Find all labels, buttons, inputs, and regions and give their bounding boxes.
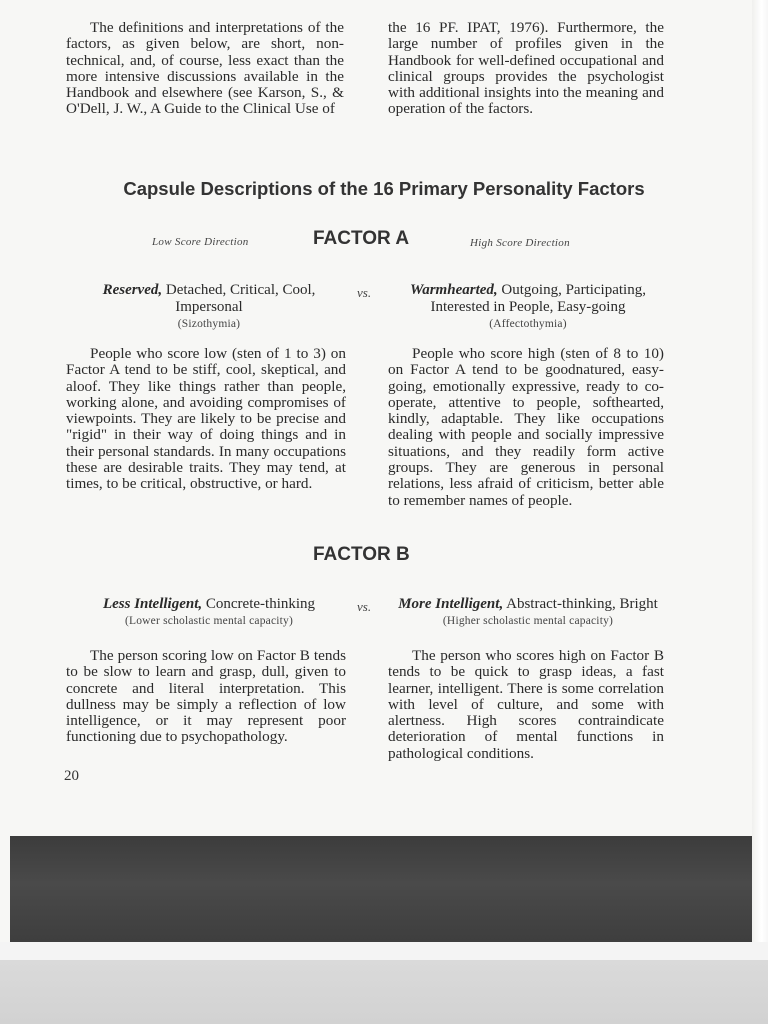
factor-b-high-traits: Abstract-thinking, Bright — [506, 596, 658, 612]
factor-a-high-description: People who score high (sten of 8 to 10) on Factor A tend to be goodnatured, easy-going, emotionally expressive, ready to co-operate, attentive to people, softhearted, kindly, adaptable. They like occupations dealing with people and socially impressive situations, and they readily form active groups. They are generous in personal relations, less afraid of criticism, better able to remember names of people. — [388, 345, 664, 509]
scanner-margin — [0, 942, 768, 960]
factor-a-low-description: People who score low (sten of 1 to 3) on Factor A tend to be stiff, cool, skeptical, and aloof. They like things rather than people, working alone, and avoiding compromises of viewpoints. They are likely to be precise and "rigid" in their way of doing things and in their personal standards. In many occupations these are desirable traits. They may tend, at times, to be critical, obstructive, or hard. — [66, 345, 346, 493]
factor-b-high-description: The person who scores high on Factor B tends to be quick to grasp ideas, a fast learner, intelligent. There is some correlation with level of culture, and some with alertness. High scores contraindicate deterioration of mental functions in pathological conditions. — [388, 647, 664, 762]
factor-b-low-technical-name: (Lower scholastic mental capacity) — [124, 615, 294, 627]
factor-b-low-term: Less Intelligent, — [102, 596, 203, 612]
factor-b-high-column — [388, 648, 664, 762]
scanner-dark-band — [10, 836, 752, 942]
factor-b-low-traits: Concrete-thinking — [205, 596, 316, 612]
factor-a-low-pole — [78, 282, 340, 333]
high-score-direction-label: High Score Direction — [470, 237, 570, 249]
factor-a-high-traits: Outgoing, Participating, Interested in People, Easy-going — [430, 282, 646, 315]
page-edge-shadow — [752, 0, 768, 1024]
low-score-direction-label: Low Score Direction — [152, 236, 249, 248]
factor-a-high-pole — [386, 282, 670, 333]
factor-a-high-term: Warmhearted, — [410, 282, 498, 298]
factor-a-vs-label: vs. — [357, 285, 372, 300]
factor-a-low-term: Reserved, — [102, 282, 163, 298]
factor-b-high-pole — [386, 596, 670, 630]
page-number: 20 — [64, 768, 79, 784]
factor-a-low-column — [66, 346, 346, 493]
intro-right-paragraph: the 16 PF. IPAT, 1976). Furthermore, the large number of profiles given in the Handbook for well-defined occupational and clinical groups provides the psychologist with additional insights into the meaning and operation of the factors. — [388, 19, 664, 118]
factor-b-high-term: More Intelligent, — [398, 596, 504, 612]
intro-left-column — [66, 20, 344, 118]
scanner-bed-strip — [0, 960, 768, 1024]
factor-b-low-column — [66, 648, 346, 746]
factor-b-low-description: The person scoring low on Factor B tends to be slow to learn and grasp, dull, given to concrete and literal interpretation. This dullness may be simply a reflection of low intelligence, or it may represent poor functioning due to psychopathology. — [66, 647, 346, 746]
factor-a-heading: FACTOR A — [313, 228, 410, 249]
factor-a-high-column — [388, 346, 664, 509]
factor-b-vs-label: vs. — [357, 599, 372, 614]
factor-a-low-traits: Detached, Critical, Cool, Impersonal — [165, 282, 316, 315]
intro-right-column — [388, 20, 664, 118]
section-title: Capsule Descriptions of the 16 Primary Personality Factors — [123, 178, 645, 199]
factor-a-low-technical-name: (Sizothymia) — [177, 318, 241, 330]
factor-a-high-technical-name: (Affectothymia) — [489, 318, 567, 330]
factor-b-low-pole — [78, 596, 340, 630]
intro-left-paragraph: The definitions and interpretations of the factors, as given below, are short, non-technical, and, of course, less exact than the more intensive discussions available in the Handbook and elsewhere (see Karson, S., & O'Dell, J. W., A Guide to the Clinical Use of — [66, 19, 344, 118]
factor-b-heading: FACTOR B — [313, 544, 410, 565]
factor-b-high-technical-name: (Higher scholastic mental capacity) — [442, 615, 614, 627]
